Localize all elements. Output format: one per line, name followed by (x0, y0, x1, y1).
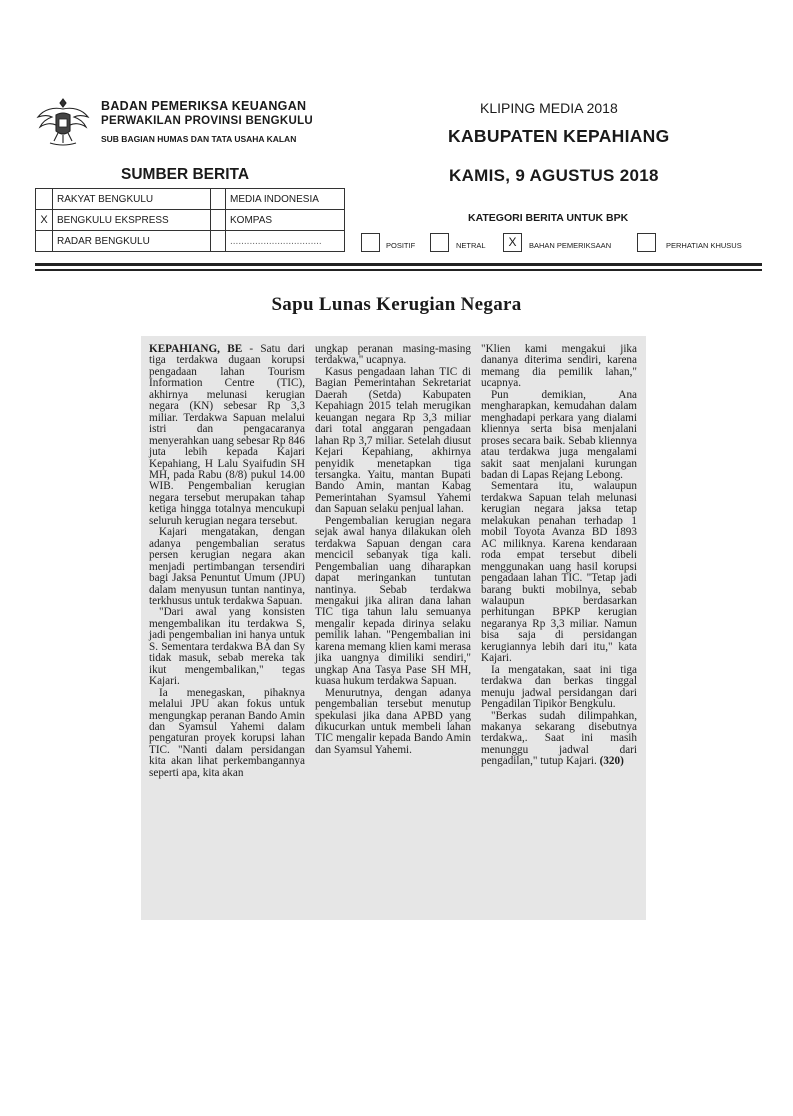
paragraph: "Berkas sudah dilimpahkan, makanya sekarang disebutnya terdakwa,. Saat ini masih menunggu jadwal dari pengadilan," tutup Kajari. (481, 709, 637, 768)
paragraph: ungkap peranan masing-masing terdakwa," ucapnya. (315, 343, 471, 367)
category-label: BAHAN PEMERIKSAAN (529, 241, 612, 250)
paragraph: Pun demikian, Ana mengharapkan, kemudahan dalam menghadapi perkara yang dialami kliennya serta bisa menjalani proses secara baik. Sebab kliennya atau terdakwa juga mengalami sakit saat menjalani kurungan badan di Lapas Rejang Lebong. (481, 388, 637, 481)
org-name-line3: SUB BAGIAN HUMAS DAN TATA USAHA KALAN (101, 134, 297, 144)
paragraph: "Dari awal yang konsisten mengembalikan itu terdakwa S, jadi pengembalian ini hanya untuk S. Sementara terdakwa BA dan Sy tidak masuk, sebab mereka tak ikut mengembalikan," tegas Kajari. (149, 606, 305, 688)
dateline: KEPAHIANG, BE (149, 343, 243, 355)
paragraph: - Satu dari tiga terdakwa dugaan korupsi pengadaan lahan Tourism Information Centre (TIC), akhirnya melunasi kerugian negara (KN) sebesar Rp 3,3 miliar. Terdakwa Sapuan melalui istri dan pengacaranya menyerahkan uang sebesar Rp 846 juta lebih kepada Kajari Kepahiang, H Lalu Syaifudin SH MH, pada Rabu (8/8) pukul 14.00 WIB. Pengembalian kerugian negara tersebut merupakan tahap ketiga hingga totalnya mencukupi seluruh kerugian negara tersebut. (149, 343, 305, 527)
category-checkbox-netral[interactable] (430, 233, 449, 252)
region-title: KABUPATEN KEPAHIANG (448, 126, 670, 146)
paragraph: "Klien kami mengakui jika dananya diterima sendiri, karena memang dia pemilik lahan," ucapnya. (481, 343, 637, 390)
paragraph: Kajari mengatakan, dengan adanya pengembalian seratus persen kerugian negara akan menjadi pertimbangan tersendiri bagi Jaksa Penuntut Umum (JPU) dalam menyusun tuntan nantinya, terkhusus untuk terdakwa Sapuan. (149, 526, 305, 607)
category-label: PERHATIAN KHUSUS (666, 241, 742, 250)
paragraph: Ia menegaskan, pihaknya melalui JPU akan fokus untuk mengungkap peranan Bando Amin dan Syamsul Yahemi dalam pengaturan proyek korupsi lahan TIC. "Nanti dalam persidangan kita akan lihat perkembangannya seperti apa, kita akan (149, 686, 305, 779)
org-name-line1: BADAN PEMERIKSA KEUANGAN (101, 99, 307, 113)
paragraph: Menurutnya, dengan adanya pengembalian tersebut menutup spekulasi jika dana APBD yang dikucurkan untuk membeli lahan TIC mengalir kepada Bando Amin dan Syamsul Yahemi. (315, 686, 471, 756)
source-name: RADAR BENGKULU (53, 231, 211, 252)
org-name-line2: PERWAKILAN PROVINSI BENGKULU (101, 115, 314, 127)
article-title: Sapu Lunas Kerugian Negara (271, 294, 522, 315)
source-name: MEDIA INDONESIA (226, 189, 345, 210)
source-name: KOMPAS (226, 210, 345, 231)
category-checkbox-bahan-pemeriksaan[interactable]: X (503, 233, 522, 252)
article-code: (320) (599, 755, 624, 768)
source-row (36, 189, 345, 210)
date-label: KAMIS, 9 AGUSTUS 2018 (449, 166, 659, 185)
article-column-2 (315, 344, 471, 756)
category-label: POSITIF (386, 241, 416, 250)
source-mark (211, 210, 226, 231)
article-column-3 (481, 344, 637, 768)
paragraph: Pengembalian kerugian negara sejak awal hanya dilakukan oleh terdakwa Sapuan dengan cara mencicil sebanyak tiga kali. Pengembalian uang diharapkan dapat meringankan tuntutan nantinya. Sebab terdakwa mengakui jika aliran dana lahan TIC tiga tahun lalu semuanya mengalir kepada dirinya selaku pemilik lahan. "Pengembalian ini karena memang klien kami merasa jika uangnya dimiliki sendiri," ungkap Ana Tasya Pase SH MH, kuasa hukum terdakwa Sapuan. (315, 514, 471, 688)
article-column-1 (149, 344, 305, 779)
paragraph: Ia mengatakan, saat ini tiga terdakwa dan berkas tinggal menuju jadwal persidangan dari Pengadilan Tipikor Bengkulu. (481, 663, 637, 711)
source-mark (211, 231, 226, 252)
source-name: RAKYAT BENGKULU (53, 189, 211, 210)
divider-rule (35, 263, 762, 266)
source-mark: X (36, 210, 53, 231)
source-name: ................................. (226, 231, 345, 252)
kliping-label: KLIPING MEDIA 2018 (480, 100, 618, 116)
category-heading: KATEGORI BERITA UNTUK BPK (468, 212, 629, 224)
source-row (36, 210, 345, 231)
source-mark (36, 231, 53, 252)
divider-rule (35, 269, 762, 271)
source-mark (211, 189, 226, 210)
source-heading: SUMBER BERITA (121, 166, 250, 183)
paragraph: Sementara itu, walaupun terdakwa Sapuan telah melunasi kerugian negara jaksa tetap melakukan penahan terhadap 1 mobil Toyota Avanza BD 1893 AC miliknya. Karena kendaraan roda empat tersebut dibeli menggunakan uang hasil korupsi pengadaan lahan TIC. "Tetap jadi barang bukti mobilnya, sebab walaupun berdasarkan perhitungan BPKP kerugian negaranya Rp 3,3 miliar. Namun bisa saja di persidangan kerugiannya lebih dari itu," kata Kajari. (481, 480, 637, 665)
category-label: NETRAL (456, 241, 486, 250)
source-row (36, 231, 345, 252)
category-checkbox-perhatian-khusus[interactable] (637, 233, 656, 252)
source-table (35, 188, 345, 252)
garuda-emblem-icon (34, 93, 92, 151)
source-name: BENGKULU EKSPRESS (53, 210, 211, 231)
paragraph: Kasus pengadaan lahan TIC di Bagian Pemerintahan Sekretariat Daerah (Setda) Kabupaten Kepahiagn 2015 telah merugikan keuangan negara Rp 3,3 miliar dari total anggaran pengadaan lahan Rp 3,7 miliar. Setelah diusut Kejari Kepahiang, akhirnya penyidik menetapkan tiga tersangka. Yaitu, mantan Bupati Bando Amin, mantan Kabag Pemerintahan Syamsul Yahemi dan Sapuan selaku penjual lahan. (315, 365, 471, 516)
category-checkbox-positif[interactable] (361, 233, 380, 252)
source-mark (36, 189, 53, 210)
